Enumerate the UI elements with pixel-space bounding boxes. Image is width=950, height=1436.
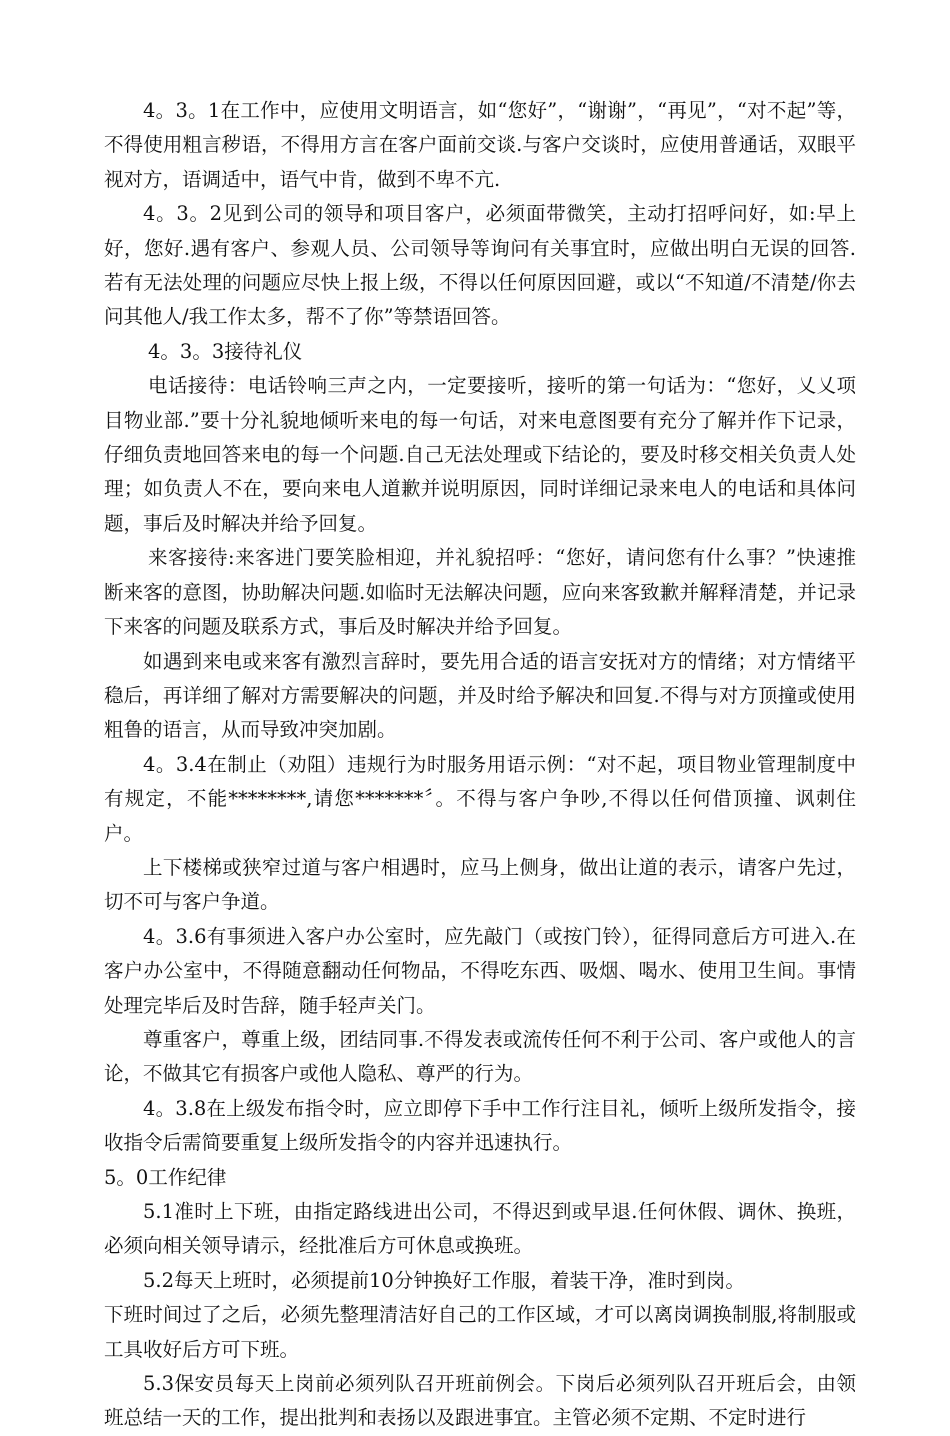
- paragraph-after-work: 下班时间过了之后，必须先整理清洁好自己的工作区域，才可以离岗调换制服,将制服或工具收好后方可下班。: [104, 1303, 856, 1361]
- paragraph-4-3-6: 4。3.6有事须进入客户办公室时，应先敲门（或按门铃），征得同意后方可进入.在客户办公室中，不得随意翻动任何物品，不得吃东西、吸烟、喝水、使用卫生间。事情处理完毕后及时告辞，随手轻声关门。: [104, 924, 856, 1017]
- section-heading-work-discipline: 5。0工作纪律: [104, 1165, 227, 1189]
- paragraph-4-3-1: 4。3。1在工作中，应使用文明语言，如“您好”，“谢谢”，“再见”，“对不起”等，不得使用粗言秽语，不得用方言在客户面前交谈.与客户交谈时，应使用普通话，双眼平视对方，语调适中，语气中肯，做到不卑不亢.: [104, 99, 856, 191]
- paragraph-5-2: 5.2每天上班时，必须提前10分钟换好工作服，着装干净，准时到岗。: [143, 1268, 745, 1292]
- heading-4-3-3-reception-etiquette: 4。3。3接待礼仪: [148, 339, 303, 363]
- paragraph-5-3: 5.3保安员每天上岗前必须列队召开班前例会。下岗后必须列队召开班后会，由领班总结一天的工作，提出批判和表扬以及跟进事宜。主管必须不定期、不定时进行: [104, 1372, 856, 1430]
- paragraph-5-1: 5.1准时上下班，由指定路线进出公司，不得迟到或早退.任何休假、调休、换班，必须向相关领导请示，经批准后方可休息或换班。: [104, 1200, 856, 1258]
- paragraph-4-3-4: 4。3.4在制止（劝阻）违规行为时服务用语示例：“对不起，项目物业管理制度中有规定，不能********,请您*******〞。不得与客户争吵,不得以任何借顶撞、讽刺住户。: [104, 752, 856, 845]
- paragraph-visitor-reception: 来客接待:来客进门要笑脸相迎，并礼貌招呼：“您好，请问您有什么事？”快速推断来客的意图，协助解决问题.如临时无法解决问题，应向来客致歉并解释清楚，并记录下来客的问题及联系方式，事后及时解决并给予回复。: [104, 546, 856, 639]
- paragraph-heated-words: 如遇到来电或来客有激烈言辞时，要先用合适的语言安抚对方的情绪；对方情绪平稳后，再详细了解对方需要解决的问题，并及时给予解决和回复.不得与对方顶撞或使用粗鲁的语言，从而导致冲突加剧。: [104, 649, 856, 742]
- paragraph-4-3-8: 4。3.8在上级发布指令时，应立即停下手中工作行注目礼，倾听上级所发指令，接收指令后需简要重复上级所发指令的内容并迅速执行。: [104, 1096, 856, 1155]
- paragraph-phone-reception: 电话接待：电话铃响三声之内，一定要接听，接听的第一句话为：“您好，乂乂项目物业部.”要十分礼貌地倾听来电的每一句话，对来电意图要有充分了解并作下记录，仔细负责地回答来电的每一个问题.自己无法处理或下结论的，要及时移交相关负责人处理；如负责人不在，要向来电人道歉并说明原因，同时详细记录来电人的电话和具体问题，事后及时解决并给予回复。: [104, 374, 856, 535]
- document-page: [104, 94, 856, 1436]
- paragraph-stairs-passage: 上下楼梯或狭窄过道与客户相遇时，应马上侧身，做出让道的表示，请客户先过，切不可与客户争道。: [104, 855, 856, 914]
- paragraph-4-3-2: 4。3。2见到公司的领导和项目客户，必须面带微笑，主动打招呼问好，如:早上好，您好.遇有客户、参观人员、公司领导等询问有关事宜时，应做出明白无误的回答.若有无法处理的问题应尽快上报上级，不得以任何原因回避，或以“不知道/不清楚/你去问其他人/我工作太多，帮不了你”等禁语回答。: [104, 202, 856, 329]
- paragraph-respect: 尊重客户，尊重上级，团结同事.不得发表或流传任何不利于公司、客户或他人的言论，不做其它有损客户或他人隐私、尊严的行为。: [104, 1027, 856, 1086]
